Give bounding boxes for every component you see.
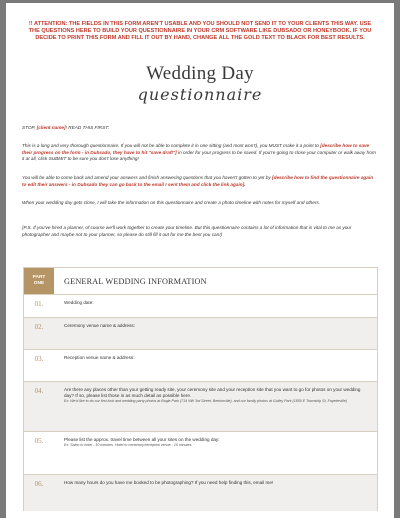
question-number: 05. <box>34 437 44 445</box>
intro-p1-text-b: in order for your progress to be saved. If you're going to close your computer or walk away from it at all, click SUBMIT to be sure you don't lose anything! <box>22 149 376 162</box>
title-script: questionnaire <box>137 85 263 104</box>
question-text-block <box>64 437 369 448</box>
question-row[interactable] <box>24 381 377 432</box>
title-main: Wedding Day <box>146 63 254 84</box>
intro-paragraph-2 <box>22 175 378 188</box>
question-text: Please list the approx. travel time between all your sites on the wedding day: <box>64 437 220 442</box>
document-page <box>6 3 394 518</box>
question-number: 02. <box>34 323 44 331</box>
intro-paragraph-3: When your wedding day gets close, I will take the information on this questionnaire and create a photo timeline with notes for myself and others. <box>22 200 321 205</box>
question-text-block <box>64 387 369 404</box>
question-number: 03. <box>34 355 44 363</box>
question-text: Are there any places other than your getting ready site, your ceremony site and your reception site that you want to go for photos on your wedding day? If so, please list those in as much detail as possible here. <box>64 387 361 398</box>
stop-line <box>22 125 378 132</box>
question-example-note: Ex: We'd like to do our first look and wedding party photos at Bogle Park (714 NW 3rd Street, Bentonville), and our family photos at Gulley Park (1850 E Township St, Fayetteville) <box>64 399 347 403</box>
question-text: How many hours do you have me booked to be photographing? If you need help finding this, email me! <box>64 480 274 485</box>
part-number: ONE <box>33 281 45 286</box>
section-title: GENERAL WEDDING INFORMATION <box>64 277 207 286</box>
question-number: 04. <box>34 387 44 395</box>
question-text: Reception venue name & address: <box>64 355 135 360</box>
attention-notice: !! ATTENTION: THE FIELDS IN THIS FORM AREN'T USABLE AND YOU SHOULD NOT SEND IT TO YOUR CLIENTS THIS WAY. USE THE QUESTIONS HERE TO BUILD YOUR QUESTIONNAIRE IN YOUR CRM SOFTWARE LIKE DUBSADO OR HONEYBOOK. IF YOU DECIDE TO PRINT THIS FORM AND FILL IT OUT BY HAND, CHANGE ALL THE GOLD TEXT TO BLACK FOR BEST RESULTS. <box>28 21 372 42</box>
intro-p1-instruction: [describe how to save their progress on the form - in Dubsado, they have to hit "save draft"] <box>22 143 370 155</box>
intro-p2-text-a: You will be able to come back and amend your answers and finish answering questions that you haven't gotten to yet by <box>22 175 273 180</box>
question-text: Ceremony venue name & address: <box>64 323 135 328</box>
client-name-placeholder: [client name] <box>36 125 66 130</box>
intro-paragraph-1 <box>22 143 378 163</box>
question-number: 06. <box>34 480 44 488</box>
stop-suffix: ! READ THIS FIRST: <box>65 125 110 130</box>
part-badge <box>24 268 54 294</box>
question-row[interactable] <box>24 349 377 382</box>
question-example-note: Ex: Salon to hotel - 10 minutes. Hotel to ceremony/reception venue - 15 minutes. <box>64 443 193 447</box>
question-row[interactable] <box>24 474 377 511</box>
question-row[interactable] <box>24 431 377 475</box>
question-row[interactable] <box>24 317 377 350</box>
intro-paragraph-4: (P.S. If you've hired a planner, of course we'll work together to create your timeline. But this questionnaire contains a lot of information that is vital to me as your photographer and maybe not to your planner, so please do still fill it out for me the best you can!) <box>22 225 352 237</box>
question-text: Wedding date: <box>64 300 94 305</box>
intro-p2-instruction: [describe how to find the questionnaire again to edit their answers - in Dubsado they can go back to the email I sent them and click the link again]. <box>22 175 374 187</box>
intro-p1-text-a: This is a long and very thorough questionnaire. If you will not be able to complete it in one sitting (and most won't), you MUST make it a point to <box>22 143 321 148</box>
question-table <box>23 267 378 511</box>
stop-prefix: STOP, <box>22 125 37 130</box>
question-row[interactable] <box>24 294 377 318</box>
part-label: PART <box>32 275 46 280</box>
question-number: 01. <box>34 300 44 308</box>
